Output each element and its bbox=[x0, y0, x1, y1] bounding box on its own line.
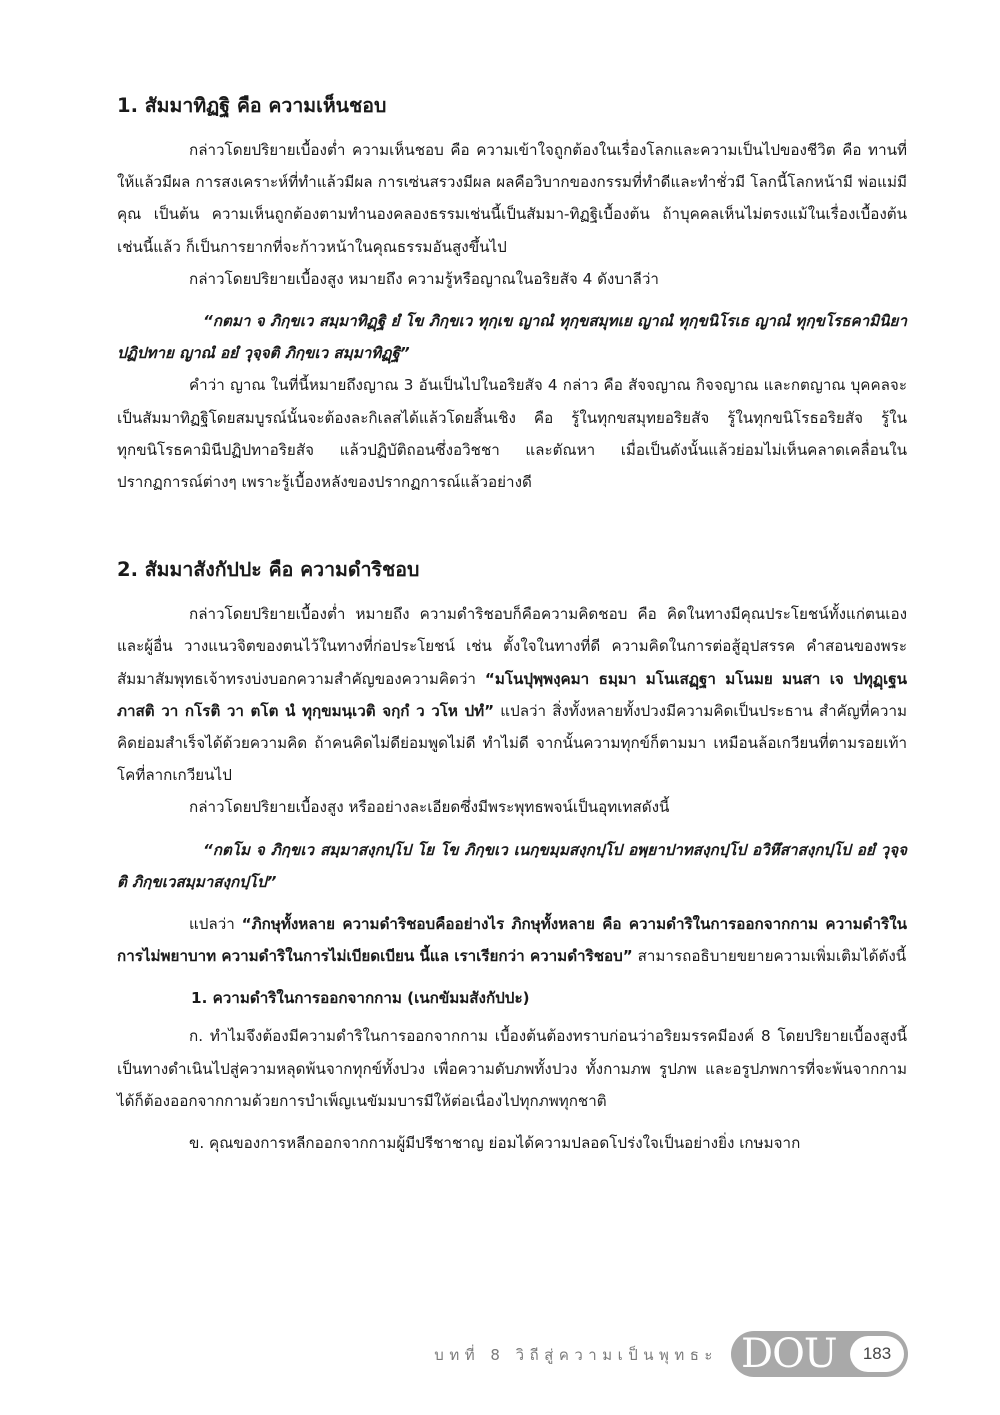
section-2-heading: 2. สัมมาสังกัปปะ คือ ความดำริชอบ bbox=[117, 558, 420, 582]
section-2-translation-bold: “ภิกษุทั้งหลาย ความดำริชอบคืออย่างไร ภิกษุทั้งหลาย คือ ความดำริในการออกจากกาม ความดำริในการไม่พยาบาท ความดำริในการไม่เบียดเบียน นี้แล เราเรียกว่า ความดำริชอบ” bbox=[117, 915, 907, 966]
section-2-paragraph-3 bbox=[117, 908, 907, 972]
section-2-paragraph-3-after: สามารถอธิบายขยายความเพิ่มเติมได้ดังนี้ bbox=[632, 947, 907, 966]
section-2-paragraph-1-text: กล่าวโดยปริยายเบื้องต่ำ หมายถึง ความดำริชอบก็คือความคิดชอบ คือ คิดในทางมีคุณประโยชน์ทั้งแก่ตนเองและผู้อื่น วางแนวจิตของตนไว้ในทางที่ก่อประโยชน์ เช่น ตั้งใจในทางที่ดี ความคิดในการต่อสู้อุปสรรค คำสอนของพระสัมมาสัมพุทธเจ้าทรงบ่งบอกความสำคัญของความคิดว่า bbox=[117, 605, 907, 688]
footer-chapter-title: บทที่ 8 วิถีสู่ความเป็นพุทธะ bbox=[434, 1346, 718, 1364]
page-number: 183 bbox=[850, 1336, 904, 1372]
section-1-heading: 1. สัมมาทิฏฐิ คือ ความเห็นชอบ bbox=[117, 94, 387, 117]
section-2-paragraph-4: ก. ทำไมจึงต้องมีความดำริในการออกจากกาม เบื้องต้นต้องทราบก่อนว่าอริยมรรคมีองค์ 8 โดยปริยายเบื้องสูงนี้เป็นทางดำเนินไปสู่ความหลุดพ้นจากทุกข์ทั้งปวง เพื่อความดับภพทั้งปวง ทั้งกามภพ รูปภพ และอรูปภพการที่จะพ้นจากกามได้ก็ต้องออกจากกามด้วยการบำเพ็ญเนขัมมบารมีให้ต่อเนื่องไปทุกภพทุกชาติ bbox=[117, 1027, 907, 1110]
page-content bbox=[117, 92, 907, 1159]
section-2-pali-quote: “กตโม จ ภิกฺขเว สมฺมาสงฺกปฺโป โย โข ภิกฺขเว เนกฺขมฺมสงฺกปฺโป อพฺยาปาทสงฺกปฺโป อวิหึสาสงฺกปฺโป อยํ วุจฺจติ ภิกฺขเวสมฺมาสงฺกปฺโป” bbox=[117, 840, 907, 891]
section-2-paragraph-1 bbox=[117, 598, 907, 791]
section-1-paragraph-2: กล่าวโดยปริยายเบื้องสูง หมายถึง ความรู้หรือญาณในอริยสัจ 4 ดังบาลีว่า bbox=[189, 269, 659, 288]
subsection-heading: 1. ความดำริในการออกจากกาม (เนกขัมมสังกัปปะ) bbox=[191, 989, 530, 1008]
section-1-pali-quote: “กตมา จ ภิกฺขเว สมฺมาทิฏฺฐิ ยํ โข ภิกฺขเว ทุกฺเข ญาณํ ทุกฺขสมุทเย ญาณํ ทุกฺขนิโรเธ ญาณํ ทุกฺขโรธคามินิยา ปฏิปทาย ญาณํ อยํ วุจฺจติ ภิกฺขเว สมฺมาทิฏฺฐิ” bbox=[117, 312, 907, 363]
section-2-pali-verse: “มโนปุพฺพงฺคมา ธมฺมา มโนเสฏฺฐา มโนมย มนสา เจ ปทุฏฺเฐน ภาสติ วา กโรติ วา ตโต นํ ทุกฺขมนฺเวติ จกฺกํ ว วโห ปทํ” bbox=[117, 669, 907, 720]
section-2-paragraph-2: กล่าวโดยปริยายเบื้องสูง หรืออย่างละเอียดซึ่งมีพระพุทธพจน์เป็นอุทเทสดังนี้ bbox=[189, 798, 670, 817]
section-1-paragraph-3: คำว่า ญาณ ในที่นี้หมายถึงญาณ 3 อันเป็นไปในอริยสัจ 4 กล่าว คือ สัจจญาณ กิจจญาณ และกตญาณ บุคคลจะเป็นสัมมาทิฏฐิโดยสมบูรณ์นั้นจะต้องละกิเลสได้แล้วโดยสิ้นเชิง คือ รู้ในทุกขสมุทยอริยสัจ รู้ในทุกขนิโรธอริยสัจ รู้ในทุกขนิโรธคามินีปฏิปทาอริยสัจ แล้วปฏิบัติถอนซึ่งอวิชชา และตัณหา เมื่อเป็นดังนั้นแล้วย่อมไม่เห็นคลาดเคลื่อนในปรากฏการณ์ต่างๆ เพราะรู้เบื้องหลังของปรากฏการณ์แล้วอย่างดี bbox=[117, 376, 907, 492]
section-1-paragraph-1: กล่าวโดยปริยายเบื้องต่ำ ความเห็นชอบ คือ ความเข้าใจถูกต้องในเรื่องโลกและความเป็นไปของชีวิต คือ ทานที่ให้แล้วมีผล การสงเคราะห์ที่ทำแล้วมีผล การเซ่นสรวงมีผล ผลคือวิบากของกรรมที่ทำดีและทำชั่วมี โลกนี้โลกหน้ามี พ่อแม่มีคุณ เป็นต้น ความเห็นถูกต้องตามทำนองคลองธรรมเช่นนี้เป็นสัมมา-ทิฏฐิเบื้องต้น ถ้าบุคคลเห็นไม่ตรงแม้ในเรื่องเบื้องต้นเช่นนี้แล้ว ก็เป็นการยากที่จะก้าวหน้าในคุณธรรมอันสูงขึ้นไป bbox=[117, 141, 907, 256]
page-footer bbox=[0, 1331, 1000, 1379]
section-divider-space bbox=[117, 498, 907, 556]
section-2-paragraph-3-lead: แปลว่า bbox=[189, 915, 242, 934]
section-2-paragraph-5: ข. คุณของการหลีกออกจากกามผู้มีปรีชาชาญ ย่อมได้ความปลอดโปร่งใจเป็นอย่างยิ่ง เกษมจาก bbox=[189, 1134, 801, 1153]
dou-logo: DOU bbox=[741, 1331, 837, 1377]
footer-badge bbox=[731, 1331, 908, 1377]
section-2-paragraph-1-translation: แปลว่า สิ่งทั้งหลายทั้งปวงมีความคิดเป็นประธาน สำคัญที่ความคิดย่อมสำเร็จได้ด้วยความคิด ถ้าคนคิดไม่ดีย่อมพูดไม่ดี ทำไม่ดี จากนั้นความทุกข์ก็ตามมา เหมือนล้อเกวียนที่ตามรอยเท้าโคที่ลากเกวียนไป bbox=[117, 701, 907, 785]
